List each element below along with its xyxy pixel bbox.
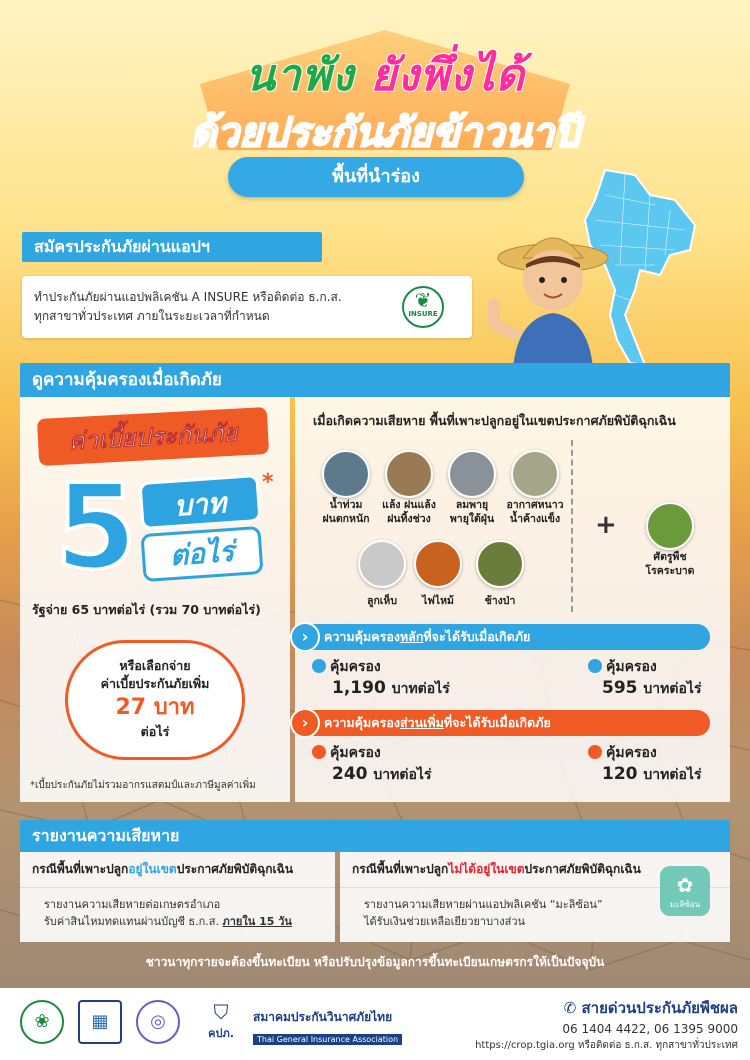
extra-option-amount: 27 บาท	[115, 695, 195, 720]
oic-logo	[196, 1000, 246, 1042]
out-zone-title-post: ประกาศภัยพิบัติฉุกเฉิน	[524, 862, 641, 876]
hotline-url[interactable]: https://crop.tgia.org หรือติดต่อ ธ.ก.ส. ทุกสาขาทั่วประเทศ	[475, 1040, 738, 1051]
hazard-label: ช้างป่า	[484, 595, 516, 607]
chevron-right-icon: ›	[290, 622, 320, 652]
in-zone-line2-pre: รับค่าสินไหมทดแทนผ่านบัญชี ธ.ก.ส.	[44, 915, 223, 928]
hotline-title: สายด่วนประกันภัยพืชผล	[581, 999, 738, 1017]
hazard-label: แล้ง ฝนแล้ง	[382, 499, 436, 511]
coverage-unit: บาทต่อไร่	[373, 767, 432, 783]
out-zone-line1: รายงานความเสียหายผ่านแอปพลิเคชัน “มะลิซ้อน”	[364, 898, 603, 911]
hazard-cold	[500, 450, 570, 526]
report-in-zone-box	[20, 852, 335, 942]
coverage-section-header: ดูความคุ้มครองเมื่อเกิดภัย	[20, 363, 730, 397]
in-zone-title-key: อยู่ในเขต	[128, 862, 177, 876]
pest-sublabel: โรคระบาด	[645, 565, 695, 577]
plus-sign: +	[595, 510, 617, 540]
in-zone-line2-key: ภายใน 15 วัน	[222, 915, 292, 928]
coverage-unit: บาทต่อไร่	[643, 767, 702, 783]
registration-note: ชาวนาทุกรายจะต้องขึ้นทะเบียน หรือปรับปรุงข้อมูลการขึ้นทะเบียนเกษตรกรให้เป็นปัจจุบัน	[145, 955, 605, 969]
coverage-label: คุ้มครอง	[606, 659, 657, 675]
coverage-value: 120	[602, 764, 638, 784]
malisorn-app-label: มะลิซ้อน	[669, 900, 701, 909]
hazard-sublabel: พายุใต้ฝุ่น	[449, 513, 495, 525]
out-zone-title-key: ไม่ได้อยู่ในเขต	[448, 862, 525, 876]
in-zone-line1: รายงานความเสียหายต่อเกษตรอำเภอ	[44, 898, 221, 911]
coverage-dot-icon	[312, 659, 326, 673]
malisorn-app-icon[interactable]	[660, 866, 710, 916]
premium-number: 5	[55, 458, 138, 596]
coverage-dot-icon	[588, 659, 602, 673]
a-insure-logo-text: INSURE	[408, 310, 438, 318]
coverage-dot-icon	[588, 745, 602, 759]
chevron-right-icon: ›	[290, 708, 320, 738]
hazard-label: ไฟไหม้	[422, 595, 454, 607]
hazard-elephant	[470, 540, 530, 608]
premium-asterisk: *	[262, 470, 274, 495]
oic-logo-mark: ⛉	[213, 1000, 229, 1024]
hazard-label: น้ำท่วม	[329, 499, 363, 511]
hazard-drought	[376, 450, 442, 526]
hazard-flood	[316, 450, 376, 526]
coverage-value: 1,190	[332, 678, 386, 698]
hazard-divider	[571, 440, 573, 612]
oic-logo-text: คปภ.	[208, 1027, 234, 1040]
main-bar-pre: ความคุ้มครอง	[324, 629, 400, 644]
hazard-sublabel: ฝนตกหนัก	[322, 513, 370, 525]
in-zone-title-pre: กรณีพื้นที่เพาะปลูก	[32, 862, 129, 876]
drought-icon	[385, 450, 433, 498]
hazard-label: อากาศหนาว	[506, 499, 564, 511]
out-zone-title-pre: กรณีพื้นที่เพาะปลูก	[352, 862, 449, 876]
in-zone-title-post: ประกาศภัยพิบัติฉุกเฉิน	[176, 862, 294, 876]
hazard-pest	[630, 502, 710, 578]
extra-coverage-bar	[294, 710, 710, 736]
hotline-block	[470, 996, 738, 1053]
elephant-icon	[476, 540, 524, 588]
coverage-unit: บาทต่อไร่	[391, 681, 450, 697]
pest-icon	[646, 502, 694, 550]
flood-icon	[322, 450, 370, 498]
leaf-icon: ❦	[414, 288, 432, 312]
hail-icon	[358, 540, 406, 588]
pest-label: ศัตรูพืช	[653, 551, 687, 563]
hazard-label: ลมพายุ	[455, 499, 489, 511]
title-word-napang: นาพัง	[244, 50, 355, 101]
coverage-label: คุ้มครอง	[606, 745, 657, 761]
premium-unit-per-rai: ต่อไร่	[140, 526, 263, 582]
flower-icon: ✿	[676, 873, 694, 897]
extra-bar-key: ส่วนเพิ่ม	[399, 715, 444, 730]
storm-icon	[448, 450, 496, 498]
app-section-header: สมัครประกันภัยผ่านแอปฯ	[22, 232, 322, 262]
frost-icon	[511, 450, 559, 498]
extra-bar-pre: ความคุ้มครอง	[324, 715, 400, 730]
coverage-dot-icon	[312, 745, 326, 759]
government-subsidy-text: รัฐจ่าย 65 บาทต่อไร่ (รวม 70 บาทต่อไร่)	[32, 602, 261, 617]
extra-option-line1: หรือเลือกจ่าย	[119, 658, 191, 673]
main-bar-post: ที่จะได้รับเมื่อเกิดภัย	[423, 629, 531, 644]
premium-title: ค่าเบี้ยประกันภัย	[37, 407, 269, 466]
baac-logo: ▦	[78, 1000, 122, 1044]
premium-unit-baht: บาท	[138, 474, 261, 530]
app-info-line2: ทุกสาขาทั่วประเทศ ภายในระยะเวลาที่กำหนด	[34, 309, 270, 323]
hotline-phones[interactable]: 06 1404 4422, 06 1395 9000	[562, 1022, 738, 1036]
hazard-storm	[440, 450, 504, 526]
main-coverage-left	[312, 656, 450, 700]
hazard-label: ลูกเห็บ	[367, 595, 397, 607]
main-coverage-bar	[294, 624, 710, 650]
out-zone-line2: ได้รับเงินช่วยเหลือเยียวยาบางส่วน	[364, 915, 526, 928]
coverage-unit: บาทต่อไร่	[643, 681, 702, 697]
hazard-hail	[352, 540, 412, 608]
a-insure-logo[interactable]	[402, 286, 444, 328]
extra-coverage-right	[588, 742, 701, 786]
coverage-value: 595	[602, 678, 638, 698]
extra-option-unit: ต่อไร่	[140, 724, 170, 739]
coverage-value: 240	[332, 764, 368, 784]
phone-icon: ✆	[563, 999, 582, 1017]
hazard-sublabel: น้ำค้างแข็ง	[509, 513, 561, 525]
app-info-line1: ทำประกันภัยผ่านแอปพลิเคชัน A INSURE หรือติดต่อ ธ.ก.ส.	[34, 290, 342, 304]
main-coverage-right	[588, 656, 701, 700]
extra-premium-option	[65, 640, 245, 760]
extra-option-line2: ค่าเบี้ยประกันภัยเพิ่ม	[100, 676, 210, 691]
farmer-character-illustration	[478, 218, 618, 368]
in-zone-title	[20, 852, 335, 888]
tgia-logo	[253, 1008, 453, 1046]
hazard-sublabel: ฝนทิ้งช่วง	[387, 513, 431, 525]
report-section-header: รายงานความเสียหาย	[20, 820, 730, 852]
hazard-fire	[408, 540, 468, 608]
extra-bar-post: ที่จะได้รับเมื่อเกิดภัย	[443, 715, 551, 730]
tgia-name: สมาคมประกันวินาศภัยไทย	[253, 1010, 393, 1024]
coverage-label: คุ้มครอง	[330, 659, 381, 675]
ministry-agriculture-logo: ❀	[20, 1000, 64, 1044]
fire-icon	[414, 540, 462, 588]
coverage-label: คุ้มครอง	[330, 745, 381, 761]
main-title-line2: ด้วยประกันภัยข้าวนาปี	[190, 109, 580, 156]
fiscal-policy-logo: ◎	[136, 1000, 180, 1044]
pilot-area-label: พื้นที่นำร่อง	[228, 157, 524, 197]
main-bar-key: หลัก	[399, 629, 424, 644]
premium-footnote: *เบี้ยประกันภัยไม่รวมอากรแสตมป์และภาษีมูลค่าเพิ่ม	[30, 780, 256, 791]
tgia-english-name: Thai General Insurance Association	[253, 1034, 402, 1045]
extra-coverage-left	[312, 742, 431, 786]
disaster-condition-title: เมื่อเกิดความเสียหาย พื้นที่เพาะปลูกอยู่ในเขตประกาศภัยพิบัติฉุกเฉิน	[313, 413, 676, 428]
title-word-yang-pueng-dai: ยังพึ่งได้	[370, 50, 526, 101]
